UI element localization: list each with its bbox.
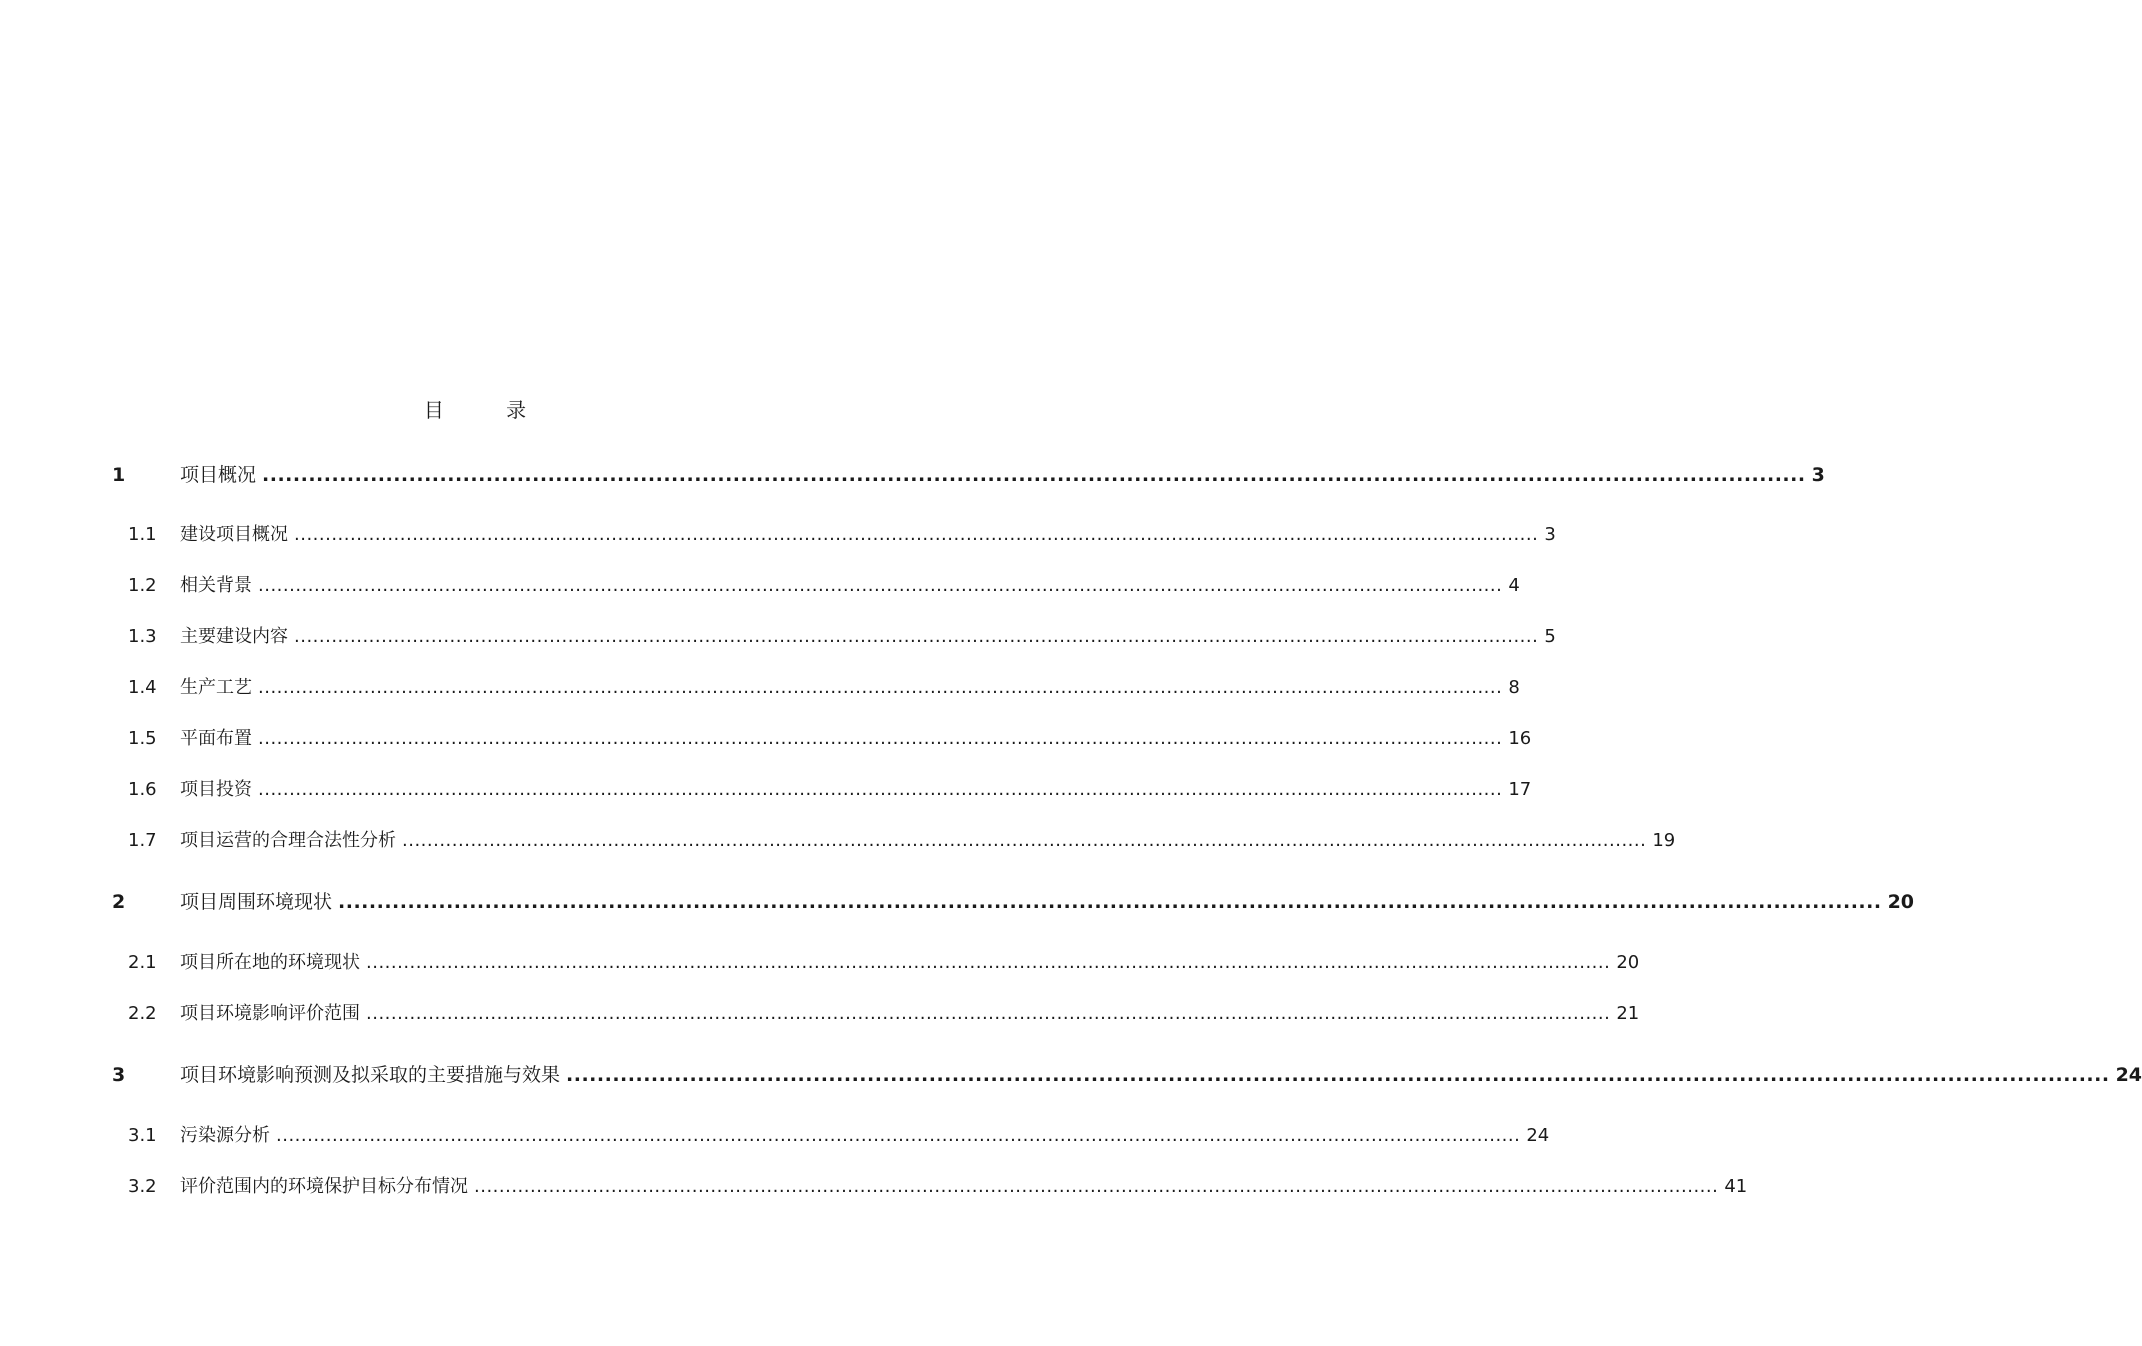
toc-dot-leader: ........................................................................................................................................................................................................	[294, 524, 1539, 545]
toc-dot-leader: ........................................................................................................................................................................................................	[402, 830, 1647, 851]
toc-entry-number: 2.1	[128, 952, 157, 973]
toc-entry-page: 3	[1811, 464, 1825, 486]
toc-entry-page: 19	[1652, 830, 1676, 851]
toc-dot-leader: ........................................................................................................................................................................................................	[294, 626, 1539, 647]
toc-entry-page: 24	[2115, 1064, 2142, 1086]
toc-dot-leader: ........................................................................................................................................................................................................	[366, 1003, 1611, 1024]
toc-entry[interactable]	[128, 948, 1640, 974]
toc-entry[interactable]	[128, 673, 1520, 699]
toc-entry-number: 1.2	[128, 575, 157, 596]
toc-dot-leader: ........................................................................................................................................................................................................	[366, 952, 1611, 973]
toc-entry-number: 1.7	[128, 830, 157, 851]
toc-entry-title: 项目投资	[180, 779, 252, 800]
toc-entry-number: 1.3	[128, 626, 157, 647]
toc-entry[interactable]	[128, 520, 1556, 546]
toc-dot-leader: ........................................................................................................................................................................................................	[258, 728, 1503, 749]
toc-entry-page: 21	[1616, 1003, 1640, 1024]
toc-entry[interactable]	[128, 622, 1556, 648]
toc-entry-number: 3.2	[128, 1176, 157, 1197]
toc-entry[interactable]	[112, 1060, 2142, 1087]
toc-entry-title: 项目所在地的环境现状	[180, 952, 360, 973]
toc-entry-page: 3	[1544, 524, 1556, 545]
toc-entry-page: 5	[1544, 626, 1556, 647]
toc-entry-title: 平面布置	[180, 728, 252, 749]
toc-entry-number: 3.1	[128, 1125, 157, 1146]
toc-entry-number: 1.4	[128, 677, 157, 698]
toc-entry-number: 3	[112, 1064, 126, 1086]
toc-entry-title: 评价范围内的环境保护目标分布情况	[180, 1176, 468, 1197]
toc-entry[interactable]	[112, 460, 1825, 487]
toc-entry-title: 生产工艺	[180, 677, 252, 698]
toc-entry[interactable]	[128, 775, 1532, 801]
toc-entry[interactable]	[128, 826, 1676, 852]
toc-entry[interactable]	[128, 1121, 1550, 1147]
toc-dot-leader: ........................................................................................................................................................................................................	[262, 464, 1806, 486]
toc-entry[interactable]	[128, 724, 1532, 750]
toc-entry-number: 2	[112, 891, 126, 913]
toc-entry-title: 项目周围环境现状	[180, 891, 333, 913]
toc-entry[interactable]	[128, 571, 1520, 597]
toc-entry-title: 主要建设内容	[180, 626, 288, 647]
toc-dot-leader: ........................................................................................................................................................................................................	[338, 891, 1882, 913]
toc-entry-number: 1.6	[128, 779, 157, 800]
toc-entry-page: 20	[1887, 891, 1915, 913]
toc-entry[interactable]	[112, 887, 1915, 914]
toc-entry-page: 20	[1616, 952, 1640, 973]
toc-entry-page: 41	[1724, 1176, 1748, 1197]
toc-entry-title: 污染源分析	[180, 1125, 270, 1146]
toc-entry-number: 1	[112, 464, 126, 486]
toc-entry-number: 1.5	[128, 728, 157, 749]
toc-entry-title: 建设项目概况	[180, 524, 288, 545]
toc-entry-title: 项目概况	[180, 464, 257, 486]
toc-entry-title: 相关背景	[180, 575, 252, 596]
toc-entry[interactable]	[128, 1172, 1748, 1198]
toc-dot-leader: ........................................................................................................................................................................................................	[276, 1125, 1521, 1146]
toc-entry-number: 2.2	[128, 1003, 157, 1024]
toc-dot-leader: ........................................................................................................................................................................................................	[258, 677, 1503, 698]
toc-dot-leader: ........................................................................................................................................................................................................	[474, 1176, 1719, 1197]
toc-entry-number: 1.1	[128, 524, 157, 545]
toc-entry-page: 24	[1526, 1125, 1550, 1146]
toc-entry-title: 项目环境影响评价范围	[180, 1003, 360, 1024]
toc-entry-page: 17	[1508, 779, 1532, 800]
toc-entry-page: 8	[1508, 677, 1520, 698]
toc-title: 目 录	[423, 398, 555, 422]
toc-entry-page: 4	[1508, 575, 1520, 596]
toc-entry-page: 16	[1508, 728, 1532, 749]
toc-dot-leader: ........................................................................................................................................................................................................	[258, 779, 1503, 800]
toc-dot-leader: ........................................................................................................................................................................................................	[566, 1064, 2110, 1086]
toc-entry[interactable]	[128, 999, 1640, 1025]
toc-entry-title: 项目运营的合理合法性分析	[180, 830, 396, 851]
toc-dot-leader: ........................................................................................................................................................................................................	[258, 575, 1503, 596]
toc-entry-title: 项目环境影响预测及拟采取的主要措施与效果	[180, 1064, 561, 1086]
